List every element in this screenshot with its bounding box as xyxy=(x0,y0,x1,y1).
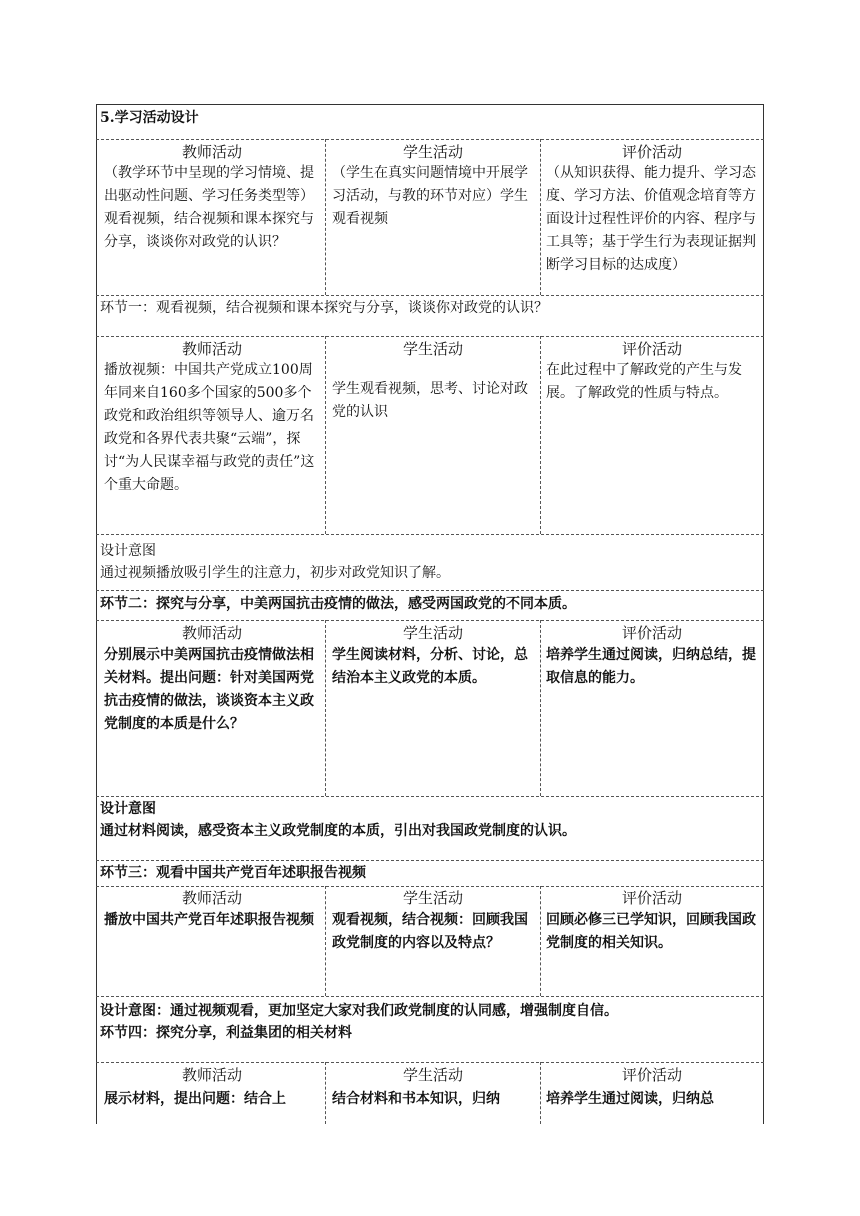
divider xyxy=(96,796,764,797)
eval-header: 评价活动 xyxy=(621,143,682,161)
stage4-student-text: 结合材料和书本知识，归纳 xyxy=(332,1091,500,1107)
divider xyxy=(96,1062,764,1063)
column-divider xyxy=(540,139,541,295)
stage1-eval-text: 在此过程中了解政党的产生与发展。了解政党的性质与特点。 xyxy=(546,362,742,401)
stage3-title: 环节三：观看中国共产党百年述职报告视频 xyxy=(100,865,366,881)
stage3-teacher-text: 播放中国共产党百年述职报告视频 xyxy=(104,912,314,928)
stage1-teacher-text: 播放视频：中国共产党成立100周年同来自160多个国家的500多个政党和政治组织等领导人、逾万名政党和各界代表共聚“云端”，探讨“为人民谋幸福与政党的责任”这个重大命题。 xyxy=(104,362,315,493)
intro-eval-text: （从知识获得、能力提升、学习态度、学习方法、价值观念培育等方面设计过程性评价的内容、程序与工具等；基于学生行为表现证据判断学习目标的达成度） xyxy=(546,165,756,273)
stage2-student-text: 学生阅读材料，分析、讨论，总结治本主义政党的本质。 xyxy=(332,647,528,686)
stage1-intent-label: 设计意图 xyxy=(100,543,156,559)
teacher-header: 教师活动 xyxy=(181,1066,242,1084)
divider xyxy=(96,534,764,535)
stage1-intent-text: 通过视频播放吸引学生的注意力，初步对政党知识了解。 xyxy=(100,565,450,581)
intro-student-text: （学生在真实问题情境中开展学习活动，与教的环节对应）学生观看视频 xyxy=(332,165,528,227)
stage2-title: 环节二：探究与分享，中美两国抗击疫情的做法，感受两国政党的不同本质。 xyxy=(100,596,576,612)
column-divider xyxy=(540,336,541,534)
intro-teacher-text: （教学环节中呈现的学习情境、提出驱动性问题、学习任务类型等）观看视频，结合视频和课本探究与分享，谈谈你对政党的认识？ xyxy=(104,165,314,250)
teacher-header: 教师活动 xyxy=(181,143,242,161)
column-divider xyxy=(540,1062,541,1124)
stage3-intent-text: 设计意图：通过视频观看，更加坚定大家对我们政党制度的认同感，增强制度自信。 xyxy=(100,1003,618,1019)
divider xyxy=(96,996,764,997)
divider xyxy=(96,295,764,296)
stage2-teacher-text: 分别展示中美两国抗击疫情做法相关材料。提出问题：针对美国两党抗击疫情的做法，谈谈资本主义政党制度的本质是什么？ xyxy=(104,647,314,732)
divider xyxy=(96,590,764,591)
stage4-title: 环节四：探究分享，利益集团的相关材料 xyxy=(100,1025,352,1041)
column-divider xyxy=(540,620,541,796)
teacher-header: 教师活动 xyxy=(181,624,242,642)
stage2-intent-text: 通过材料阅读，感受资本主义政党制度的本质，引出对我国政党制度的认识。 xyxy=(100,823,576,839)
student-header: 学生活动 xyxy=(402,624,463,642)
stage3-eval-text: 回顾必修三已学知识，回顾我国政党制度的相关知识。 xyxy=(546,912,756,951)
divider xyxy=(96,860,764,861)
stage4-teacher-text: 展示材料，提出问题：结合上 xyxy=(104,1091,286,1107)
stage1-student-text: 学生观看视频，思考、讨论对政党的认识 xyxy=(332,381,528,420)
student-header: 学生活动 xyxy=(402,143,463,161)
divider xyxy=(96,336,764,337)
student-header: 学生活动 xyxy=(402,1066,463,1084)
student-header: 学生活动 xyxy=(402,340,463,358)
eval-header: 评价活动 xyxy=(621,1066,682,1084)
student-header: 学生活动 xyxy=(402,889,463,907)
stage4-eval-text: 培养学生通过阅读，归纳总 xyxy=(546,1091,714,1107)
teacher-header: 教师活动 xyxy=(181,889,242,907)
stage1-title: 环节一：观看视频，结合视频和课本探究与分享，谈谈你对政党的认识？ xyxy=(100,300,548,316)
divider xyxy=(96,139,764,140)
teacher-header: 教师活动 xyxy=(181,340,242,358)
eval-header: 评价活动 xyxy=(621,624,682,642)
stage3-student-text: 观看视频，结合视频：回顾我国政党制度的内容以及特点？ xyxy=(332,912,528,951)
stage2-eval-text: 培养学生通过阅读，归纳总结，提取信息的能力。 xyxy=(546,647,756,686)
eval-header: 评价活动 xyxy=(621,889,682,907)
section-title: 5.学习活动设计 xyxy=(100,110,199,126)
stage2-intent-label: 设计意图 xyxy=(100,801,156,817)
column-divider xyxy=(540,886,541,996)
eval-header: 评价活动 xyxy=(621,340,682,358)
divider xyxy=(96,620,764,621)
